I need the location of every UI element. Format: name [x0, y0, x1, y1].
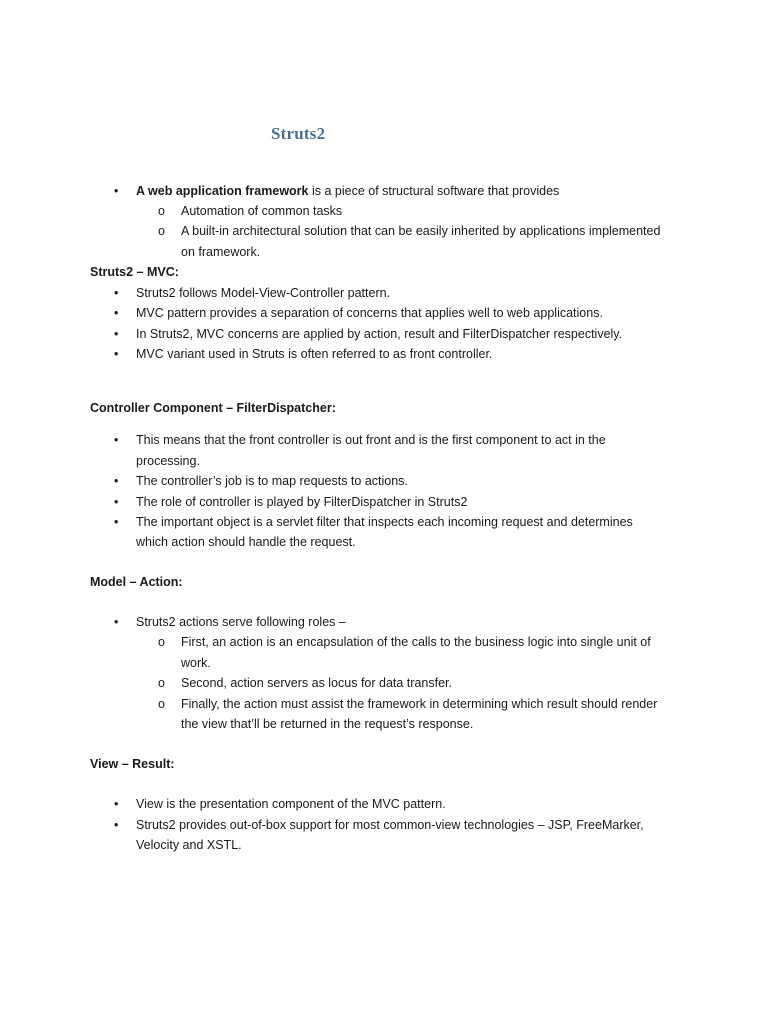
- bullet-marker: •: [114, 327, 119, 341]
- mvc-item: Struts2 follows Model-View-Controller pattern.: [136, 286, 391, 300]
- bullet-marker: •: [114, 347, 119, 361]
- bullet-marker: •: [114, 615, 119, 629]
- sub-bullet-marker: o: [158, 676, 165, 690]
- model-lead: Struts2 actions serve following roles –: [136, 615, 346, 629]
- intro-subitem: Automation of common tasks: [181, 204, 343, 218]
- section-heading-model: Model – Action:: [90, 575, 183, 589]
- section-heading-mvc: Struts2 – MVC:: [90, 265, 179, 279]
- controller-item-continuation: which action should handle the request.: [136, 535, 356, 549]
- sub-bullet-marker: o: [158, 204, 165, 218]
- sub-bullet-marker: o: [158, 697, 165, 711]
- view-item: Struts2 provides out-of-box support for most common-view technologies – JSP, FreeMarker,: [136, 818, 644, 832]
- intro-subitem: A built-in architectural solution that can be easily inherited by applications implemented: [181, 224, 661, 238]
- model-subitem: First, an action is an encapsulation of the calls to the business logic into single unit of: [181, 635, 651, 649]
- section-heading-controller: Controller Component – FilterDispatcher:: [90, 401, 336, 415]
- bullet-marker: •: [114, 184, 119, 198]
- section-heading-view: View – Result:: [90, 757, 175, 771]
- bullet-marker: •: [114, 818, 119, 832]
- controller-item: The role of controller is played by FilterDispatcher in Struts2: [136, 495, 468, 509]
- bullet-marker: •: [114, 286, 119, 300]
- intro-bold-lead: A web application framework: [136, 184, 309, 198]
- document-title: Struts2: [271, 124, 326, 143]
- bullet-marker: •: [114, 495, 119, 509]
- sub-bullet-marker: o: [158, 224, 165, 238]
- controller-item: The important object is a servlet filter that inspects each incoming request and determines: [136, 515, 633, 529]
- model-subitem-continuation: work.: [181, 656, 211, 670]
- bullet-marker: •: [114, 433, 119, 447]
- intro-text: is a piece of structural software that provides: [308, 184, 560, 198]
- controller-item: This means that the front controller is out front and is the first component to act in the: [136, 433, 606, 447]
- view-item: View is the presentation component of the MVC pattern.: [136, 797, 446, 811]
- bullet-marker: •: [114, 515, 119, 529]
- mvc-item: MVC variant used in Struts is often referred to as front controller.: [136, 347, 493, 361]
- intro-paragraph: [136, 183, 559, 199]
- bullet-marker: •: [114, 797, 119, 811]
- bullet-marker: •: [114, 306, 119, 320]
- model-subitem-continuation: the view that’ll be returned in the request’s response.: [181, 717, 474, 731]
- model-subitem: Finally, the action must assist the framework in determining which result should render: [181, 697, 658, 711]
- bullet-marker: •: [114, 474, 119, 488]
- controller-item-continuation: processing.: [136, 454, 200, 468]
- intro-subitem-continuation: on framework.: [181, 245, 261, 259]
- sub-bullet-marker: o: [158, 635, 165, 649]
- mvc-item: In Struts2, MVC concerns are applied by action, result and FilterDispatcher respectively.: [136, 327, 623, 341]
- view-item-continuation: Velocity and XSTL.: [136, 838, 242, 852]
- controller-item: The controller’s job is to map requests to actions.: [136, 474, 408, 488]
- mvc-item: MVC pattern provides a separation of concerns that applies well to web applications.: [136, 306, 603, 320]
- model-subitem: Second, action servers as locus for data transfer.: [181, 676, 452, 690]
